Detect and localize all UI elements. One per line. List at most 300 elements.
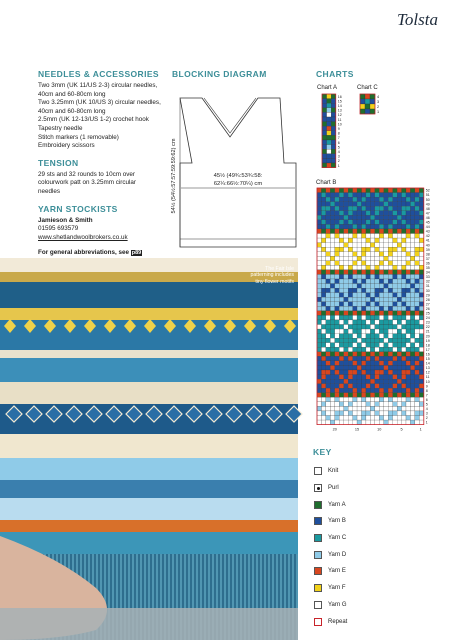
chart-b-cell [402,320,406,325]
chart-b-cell [388,297,392,302]
width-label: 45½ (49¾:53¾:58: [213,173,263,179]
chart-b-cell [415,334,419,339]
chart-b-cell [419,229,423,234]
chart-b-cell [406,361,410,366]
chart-c-cell [370,99,375,104]
chart-b-cell [335,375,339,380]
chart-b-cell [321,315,325,320]
chart-a-cell [322,135,327,140]
chart-b-cell [335,416,339,421]
chart-b-cell [410,215,414,220]
chart-b-column-number: 5 [400,427,403,432]
chart-b-cell [335,388,339,393]
chart-b-cell [362,270,366,275]
chart-b-cell [393,247,397,252]
chart-b-cell [402,334,406,339]
chart-b-cell [357,397,361,402]
chart-b-cell [406,356,410,361]
chart-b-cell [406,270,410,275]
chart-b-cell [384,306,388,311]
chart-b-cell [326,365,330,370]
chart-b-cell [370,320,374,325]
chart-b-cell [370,288,374,293]
chart-b-cell [321,238,325,243]
chart-b-cell [330,202,334,207]
tension-heading: TENSION [38,157,79,168]
chart-b-cell [388,256,392,261]
chart-b-cell [397,220,401,225]
chart-b-cell [379,356,383,361]
chart-b-cell [402,261,406,266]
chart-b-cell [330,311,334,316]
chart-b-cell [410,406,414,411]
chart-b-cell [326,206,330,211]
chart-b-cell [348,311,352,316]
chart-b-cell [379,347,383,352]
chart-b-cell [335,329,339,334]
chart-b-cell [344,370,348,375]
chart-b-cell [419,343,423,348]
chart-b-cell [317,265,321,270]
key-swatch [314,484,322,492]
chart-b-cell [370,361,374,366]
chart-b-cell [370,347,374,352]
chart-b-cell [384,325,388,330]
chart-b-cell [406,320,410,325]
chart-a-cell [322,154,327,159]
chart-b-cell [406,202,410,207]
stockist-company: Jamieson & Smith [38,216,93,224]
chart-b-cell [321,343,325,348]
chart-b-cell [384,370,388,375]
chart-b-cell [379,247,383,252]
chart-b-cell [406,411,410,416]
chart-b-cell [348,416,352,421]
chart-b-cell [330,352,334,357]
chart-b-cell [393,202,397,207]
chart-b-cell [317,256,321,261]
chart-b-cell [370,238,374,243]
chart-b-cell [357,338,361,343]
chart-b-cell [362,234,366,239]
chart-b-cell [330,338,334,343]
chart-b-cell [370,197,374,202]
chart-b-cell [317,393,321,398]
chart-b-cell [393,370,397,375]
chart-b-cell [321,284,325,289]
chart-b-cell [379,202,383,207]
chart-b-cell [321,320,325,325]
chart-b-cell [326,379,330,384]
chart-b-cell [348,365,352,370]
chart-b-cell [348,224,352,229]
chart-b-cell [388,420,392,425]
chart-b-row-number: 36 [425,261,430,266]
chart-b-cell [415,193,419,198]
chart-b-cell [335,306,339,311]
chart-a-row-number: 10 [337,122,342,127]
chart-a-cell [331,154,336,159]
chart-b-cell [317,234,321,239]
knit-stripe [0,458,298,480]
chart-b-cell [379,406,383,411]
chart-b-cell [384,397,388,402]
chart-b-cell [357,224,361,229]
chart-b-cell [393,388,397,393]
chart-b-cell [388,325,392,330]
chart-b-cell [415,279,419,284]
chart-b-cell [415,393,419,398]
chart-b-cell [353,229,357,234]
chart-b-cell [330,215,334,220]
chart-b-cell [335,311,339,316]
chart-b-cell [419,202,423,207]
chart-b-cell [353,311,357,316]
chart-b-cell [370,315,374,320]
chart-b-cell [375,234,379,239]
chart-b-cell [370,352,374,357]
chart-b-cell [366,265,370,270]
chart-b-cell [317,202,321,207]
chart-b-cell [353,329,357,334]
chart-b-cell [366,329,370,334]
chart-b-cell [393,243,397,248]
chart-b-cell [330,220,334,225]
chart-b-cell [393,238,397,243]
chart-b-cell [370,393,374,398]
chart-b-cell [375,261,379,266]
chart-b-cell [339,234,343,239]
chart-b-cell [375,215,379,220]
chart-b-cell [339,252,343,257]
chart-b-cell [419,247,423,252]
chart-b-cell [384,256,388,261]
chart-b-cell [384,379,388,384]
chart-b-row-number: 10 [425,379,430,384]
abbreviations-page-ref[interactable]: p89 [131,250,142,257]
chart-b-cell [415,379,419,384]
knit-stripe [0,498,298,520]
chart-b-cell [362,320,366,325]
chart-b-cell [375,211,379,216]
chart-b-cell [379,206,383,211]
chart-b-cell [344,393,348,398]
chart-b-cell [406,188,410,193]
chart-b-cell [419,220,423,225]
chart-b-cell [415,206,419,211]
needles-line: 40cm and 60-80cm long [38,107,106,115]
stockist-website-link[interactable]: www.shetlandwoolbrokers.co.uk [38,233,128,241]
chart-b-cell [344,211,348,216]
chart-b-cell [397,247,401,252]
chart-b-cell [384,197,388,202]
chart-b-cell [321,411,325,416]
chart-b-cell [388,384,392,389]
chart-b-cell [415,315,419,320]
chart-b-cell [415,338,419,343]
chart-b-cell [339,329,343,334]
chart-b-cell [362,297,366,302]
chart-a-cell [327,163,332,168]
chart-b-cell [406,365,410,370]
chart-b-cell [348,229,352,234]
chart-b-cell [344,361,348,366]
chart-b-cell [397,297,401,302]
chart-a-cell [322,122,327,127]
chart-a-cell [331,117,336,122]
chart-b-cell [335,265,339,270]
chart-b-cell [362,220,366,225]
chart-b-cell [353,243,357,248]
chart-b-cell [397,343,401,348]
chart-b-cell [415,247,419,252]
chart-b-cell [339,397,343,402]
chart-b-cell [410,388,414,393]
chart-b-cell [397,311,401,316]
chart-b-cell [366,229,370,234]
chart-b-cell [339,238,343,243]
chart-b-cell [321,370,325,375]
chart-b-cell [384,365,388,370]
chart-b-cell [406,243,410,248]
chart-b-cell [384,347,388,352]
chart-b-cell [397,206,401,211]
chart-b-cell [419,370,423,375]
chart-a-cell [327,99,332,104]
chart-b-cell [410,397,414,402]
chart-b-cell [370,338,374,343]
chart-b-column-number: 15 [354,427,360,432]
chart-b-cell [384,375,388,380]
chart-b-cell [348,206,352,211]
chart-b-cell [366,311,370,316]
chart-b-cell [362,420,366,425]
chart-b-cell [384,388,388,393]
chart-b-cell [326,302,330,307]
chart-b-cell [379,402,383,407]
chart-b-cell [402,284,406,289]
chart-b-cell [402,206,406,211]
chart-b-cell [317,315,321,320]
chart-b-cell [326,347,330,352]
chart-b-cell [415,420,419,425]
chart-b-cell [339,224,343,229]
chart-b-cell [339,288,343,293]
chart-b-cell [326,234,330,239]
chart-b-cell [393,384,397,389]
chart-b-cell [415,256,419,261]
chart-b-cell [402,279,406,284]
chart-b-cell [317,379,321,384]
chart-b-cell [406,420,410,425]
chart-b-row-number: 14 [425,361,430,366]
chart-b-cell [317,338,321,343]
chart-b-cell [388,293,392,298]
chart-b-cell [419,329,423,334]
blocking-heading: BLOCKING DIAGRAM [172,69,267,79]
chart-b-cell [370,279,374,284]
chart-b-cell [415,215,419,220]
chart-b-cell [375,402,379,407]
chart-b-cell [317,270,321,275]
chart-b-cell [402,402,406,407]
chart-b-cell [339,306,343,311]
chart-b-cell [410,420,414,425]
key-item [314,463,347,480]
chart-b-cell [335,224,339,229]
chart-b-cell [419,365,423,370]
chart-b-cell [415,325,419,330]
chart-c-grid [360,94,390,122]
chart-c-cell [370,109,375,114]
chart-b-cell [384,188,388,193]
chart-b-cell [419,306,423,311]
chart-b-cell [344,329,348,334]
chart-b-cell [397,393,401,398]
chart-b-cell [362,243,366,248]
chart-b-cell [388,320,392,325]
chart-b-cell [397,238,401,243]
key-swatch [314,501,322,509]
chart-b-cell [397,284,401,289]
chart-b-cell [335,279,339,284]
chart-b-cell [406,325,410,330]
chart-b-cell [326,315,330,320]
chart-b-cell [419,375,423,380]
abbreviations-text: For general abbreviations, see [38,249,129,257]
chart-b-cell [366,243,370,248]
chart-b-cell [419,188,423,193]
chart-b-cell [348,334,352,339]
chart-b-cell [393,320,397,325]
chart-b-cell [330,193,334,198]
chart-b-cell [415,238,419,243]
key-item [314,530,347,547]
chart-b-cell [362,202,366,207]
knit-stripe [0,520,298,532]
chart-b-cell [344,325,348,330]
chart-b-cell [388,261,392,266]
chart-b-cell [317,356,321,361]
chart-b-cell [370,302,374,307]
chart-b-cell [393,256,397,261]
needles-line: Stitch markers (1 removable) [38,133,119,141]
chart-c-row-number: 1 [377,110,380,114]
chart-b-cell [375,279,379,284]
chart-b-cell [388,274,392,279]
chart-b-cell [335,411,339,416]
chart-b-cell [375,329,379,334]
chart-b-cell [402,343,406,348]
chart-b-cell [410,188,414,193]
chart-b-cell [335,188,339,193]
chart-b-cell [321,416,325,421]
chart-b-cell [384,229,388,234]
chart-b-cell [339,274,343,279]
chart-b-cell [348,315,352,320]
chart-a-cell [322,149,327,154]
chart-b-cell [415,288,419,293]
chart-b-cell [370,379,374,384]
chart-b-cell [410,334,414,339]
chart-b-cell [406,297,410,302]
chart-b-cell [379,197,383,202]
materials-column [38,69,168,256]
key-item [314,580,347,597]
chart-b-cell [379,238,383,243]
chart-b-cell [321,306,325,311]
chart-b-cell [384,420,388,425]
chart-b-cell [357,211,361,216]
chart-b-cell [388,361,392,366]
chart-b-cell [335,334,339,339]
chart-b-cell [317,343,321,348]
chart-b-cell [406,215,410,220]
chart-b-cell [410,352,414,357]
chart-b-cell [402,197,406,202]
chart-b-cell [353,411,357,416]
chart-b-cell [388,338,392,343]
chart-b-cell [321,270,325,275]
chart-b-cell [335,315,339,320]
chart-b-cell [419,197,423,202]
chart-b-cell [397,270,401,275]
chart-b-cell [366,238,370,243]
chart-b-cell [344,306,348,311]
chart-b-cell [402,243,406,248]
chart-b-cell [415,188,419,193]
chart-b-cell [353,420,357,425]
chart-b-cell [402,384,406,389]
chart-b-cell [335,379,339,384]
chart-b-cell [410,356,414,361]
chart-b-cell [366,370,370,375]
chart-b-cell [397,334,401,339]
chart-b-cell [393,302,397,307]
chart-b-cell [344,379,348,384]
chart-b-cell [397,325,401,330]
chart-b-cell [339,416,343,421]
key-label: Repeat [328,618,348,625]
chart-b-cell [344,220,348,225]
chart-a-cell [331,112,336,117]
chart-b-cell [402,416,406,421]
chart-b-cell [419,384,423,389]
chart-b-cell [406,224,410,229]
chart-b-cell [397,338,401,343]
chart-b-cell [384,274,388,279]
chart-b-cell [321,234,325,239]
chart-b-cell [388,206,392,211]
chart-b-cell [393,293,397,298]
key-heading: KEY [313,447,332,457]
chart-b-cell [339,347,343,352]
chart-b-cell [384,261,388,266]
chart-b-cell [366,334,370,339]
chart-b-cell [326,334,330,339]
chart-b-cell [335,393,339,398]
chart-b-cell [362,343,366,348]
needles-line: Tapestry needle [38,124,83,132]
chart-b-cell [379,416,383,421]
chart-b-cell [379,188,383,193]
chart-b-cell [357,206,361,211]
chart-b-cell [339,370,343,375]
chart-b-cell [419,274,423,279]
chart-b-cell [410,220,414,225]
chart-b-cell [366,202,370,207]
chart-b-cell [357,402,361,407]
